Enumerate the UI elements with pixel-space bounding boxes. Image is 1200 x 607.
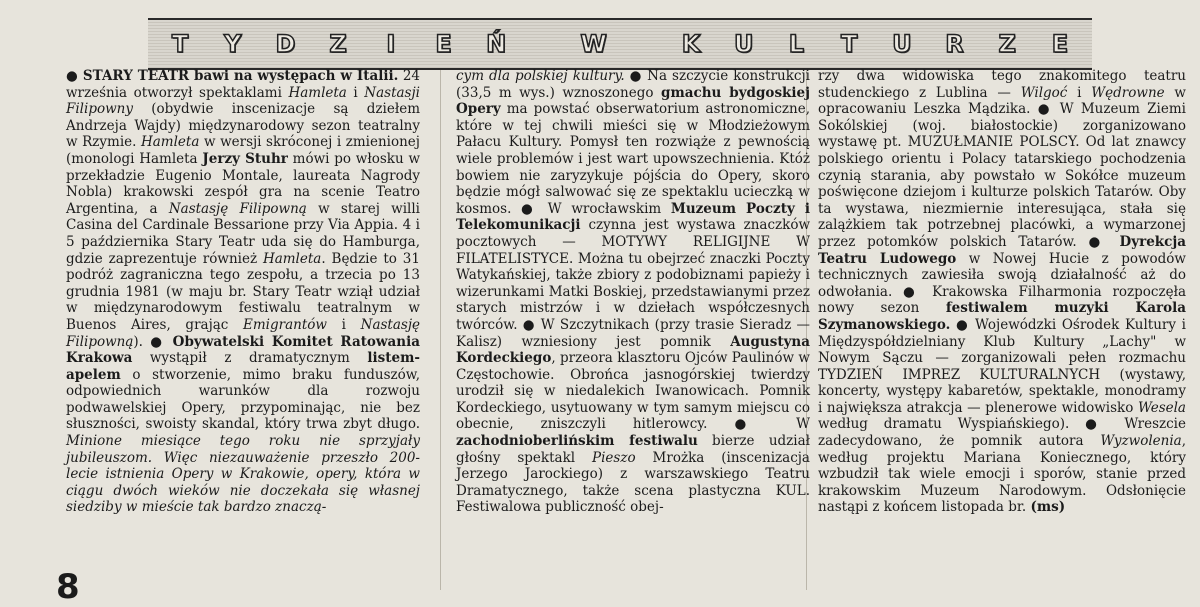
text-run: w opracowaniu Leszka Mądzika. ● W Muzeum Ziemi Sokólskiej (woj. białostockie) zorganizowano wystawę pt. MUZUŁMANIE POLSCY. Od lat znawcy polskiego orientu i Polacy tatarskiego pochodzenia czynią starania, aby powstało w Sokółce muzeum poświęcone dziejom i kulturze polskich Tatarów. Oby ta wystawa, niezmiernie interesująca, stała się zalążkiem tak potrzebnej placówki, a wymarzonej przez potomków polskich Tatarów. ● [818, 84, 1186, 250]
article-column-3 [818, 68, 1186, 516]
title-italic: Wilgoć [1020, 84, 1068, 101]
article-text [456, 68, 810, 516]
title-italic: Hamleta [262, 250, 322, 267]
title-italic: Nastasję Filipowną [66, 316, 420, 350]
title-italic: Nastasję Filipowną [168, 200, 307, 217]
text-run: , przeora klasztoru Ojców Paulinów w Częstochowie. Obrońca jasnogórskiej twierdzy urodził się w niedalekich Iwanowicach. Pomnik Kordeckiego, usytuowany w tym samym miejscu co obecnie, zniszczyli hitlerowcy. ● W [456, 350, 810, 433]
title-italic: Hamleta [140, 134, 200, 151]
article-column-1 [66, 68, 420, 516]
text-run: w Nowej Hucie z powodów technicznych zawiesiła swoją działalność aż do odwołania. ● Krakowska Filharmonia rozpoczęła nowy sezon [818, 250, 1186, 317]
text-run: (obydwie inscenizacje są dziełem Andrzeja Wajdy) międzynarodowy sezon teatralny w Rzymie. [66, 101, 420, 151]
name-bold: zachodnioberlińskim festiwalu [456, 433, 698, 450]
text-run: ● Na szczycie konstrukcji (33,5 m wys.) wznoszonego [456, 68, 811, 101]
title-italic: Wędrowne [1091, 84, 1165, 101]
title-italic: Hamleta [288, 84, 347, 101]
masthead-letter: W [580, 30, 607, 58]
name-bold: Jerzy Stuhr [202, 150, 288, 167]
masthead-letter: T [840, 30, 858, 58]
masthead-title [148, 26, 1092, 62]
lead-heading: ● STARY TEATR bawi na występach w Italii. [66, 68, 399, 84]
quote-italic: Minione miesiące tego roku nie sprzyjały jubileuszom. Więc niezauważenie przeszło 200-lecie istnienia Opery w Krakowie, opery, która w ciągu dwóch wieków nie doczekała się własnej siedziby w mieście tak bardzo znaczą- [66, 433, 420, 516]
title-italic: Emigrantów [243, 316, 327, 333]
masthead-letter: U [892, 30, 912, 58]
text-run: i [326, 316, 361, 333]
text-run: ). [133, 333, 151, 350]
text-run: w starej willi Casina del Cardinale Bessarione przy Via Appia. 4 i 5 października Stary Teatr uda się do Hamburga, gdzie zaprezentuje również [66, 200, 420, 267]
masthead-space [531, 26, 559, 62]
text-run: i [1067, 84, 1092, 101]
masthead-letter: Ń [486, 30, 507, 58]
page-number: 8 [56, 567, 80, 607]
lead-heading: ● Obywatelski Komitet Ratowania Krakowa [66, 333, 420, 367]
author-signature: (ms) [1030, 499, 1066, 516]
masthead-letter: E [1051, 30, 1069, 58]
masthead-letter: U [733, 30, 754, 58]
masthead-letter: Z [329, 30, 347, 58]
text-run: mówi po włosku w przekładzie Eugenio Montale, laureata Nagrody Nobla) krakowski zespół gra na scenie Teatro Argentina, a [66, 150, 420, 217]
masthead-letter: L [788, 30, 805, 58]
title-italic: Pieszo [592, 449, 636, 466]
name-bold: Dyrekcja Teatru Ludowego [818, 233, 1186, 267]
title-italic: Wyzwolenia [1100, 433, 1182, 450]
text-run: wystąpił z dramatycznym [132, 350, 368, 367]
article-column-2 [456, 68, 810, 516]
name-bold: festiwalem muzyki Karola Szymanowskiego. [818, 300, 1186, 333]
masthead-letter: Z [998, 30, 1016, 58]
text-run: ma powstać obserwatorium astronomiczne, które w tej chwili mieści się w Młodzieżowym Pałacu Kultury. Pomysł ten rozwiąże z pewnością wiele problemów i jest wart upowszechnienia. Któż bowiem nie zaryzykuje pójścia do Opery, skoro będzie mógł salwować się ze spektaklu ucieczką w kosmos. ● W wrocławskim [456, 101, 810, 217]
title-italic: Wesela [1137, 399, 1186, 416]
text-run: ● Wojewódzki Ośrodek Kultury i Międzyspółdzielniany Klub Kultury „Lachy" w Nowym Sączu — zorganizowali pełen rozmachu TYDZIEŃ IMPREZ KULTURALNYCH (wystawy, koncerty, występy kabaretów, spektakle, monodramy i największa atrakcja — plenerowe widowisko [818, 316, 1186, 416]
masthead-letter: R [945, 30, 964, 58]
text-run: i [346, 84, 365, 101]
text-run: bierze udział głośny spektakl [456, 433, 811, 466]
masthead-banner [148, 18, 1092, 70]
masthead-letter: I [386, 30, 396, 58]
masthead-letter: Y [224, 30, 242, 58]
quote-italic: cym dla polskiej kultury. [456, 68, 625, 84]
name-bold: Muzeum Poczty i Telekomunikacji [456, 200, 810, 234]
text-run: . Będzie to 31 podróż zagraniczna tego zespołu, a trzecia po 13 grudnia 1981 (w maju br. Stary Teatr wziął udział w międzynarodowym festiwalu teatralnym w Buenos Aires, grając [66, 250, 420, 333]
column-divider [440, 70, 441, 590]
name-bold: Augustyna Kordeckiego [456, 333, 810, 367]
masthead-letter: K [681, 30, 701, 58]
article-text [66, 68, 420, 516]
masthead-letter: D [275, 30, 296, 58]
masthead-letter: T [171, 30, 189, 58]
title-italic: Nastasji Filipowny [66, 84, 420, 118]
name-bold: gmachu bydgoskiej Opery [456, 84, 810, 118]
name-bold: listem-apelem [66, 350, 420, 383]
text-run: czynna jest wystawa znaczków pocztowych — MOTYWY RELIGIJNE W FILATELISTYCE. Można tu obejrzeć znaczki Poczty Watykańskiej, także zbiory z podobiznami papieży i wizerunkami Matki Boskiej, przedstawianymi przez starych mistrzów i w dziełach współczesnych twórców. ● W Szczytnikach (przy trasie Sieradz — Kalisz) wzniesiony jest pomnik [456, 217, 810, 350]
masthead-space [628, 26, 656, 62]
text-run: , według projektu Mariana Koniecznego, który wzbudził tak wiele emocji i sporów, stanie przed krakowskim Muzeum Narodowym. Odsłonięcie nastąpi z końcem listopada br. [818, 433, 1186, 516]
text-run: w wersji skróconej i zmienionej (monologi Hamleta [66, 134, 420, 167]
text-run: według dramatu Wyspiańskiego). ● Wreszcie zadecydowano, że pomnik autora [818, 416, 1186, 450]
masthead-letter: E [435, 30, 452, 58]
text-run: Mrożka (inscenizacja Jerzego Jarockiego) z warszawskiego Teatru Dramatycznego, także scena plastyczna KUL. Festiwalowa publiczność obej- [456, 449, 810, 516]
article-text [818, 68, 1186, 516]
text-run: 24 września otworzył spektaklami [66, 68, 420, 101]
text-run: o stworzenie, mimo braku funduszów, odpowiednich warunków dla rozwoju podwawelskiej Opery, przypominając, nie bez słuszności, swoisty skandal, który trwa zbyt długo. [66, 366, 420, 433]
text-run: rzy dwa widowiska tego znakomitego teatru studenckiego z Lublina — [818, 68, 1186, 101]
